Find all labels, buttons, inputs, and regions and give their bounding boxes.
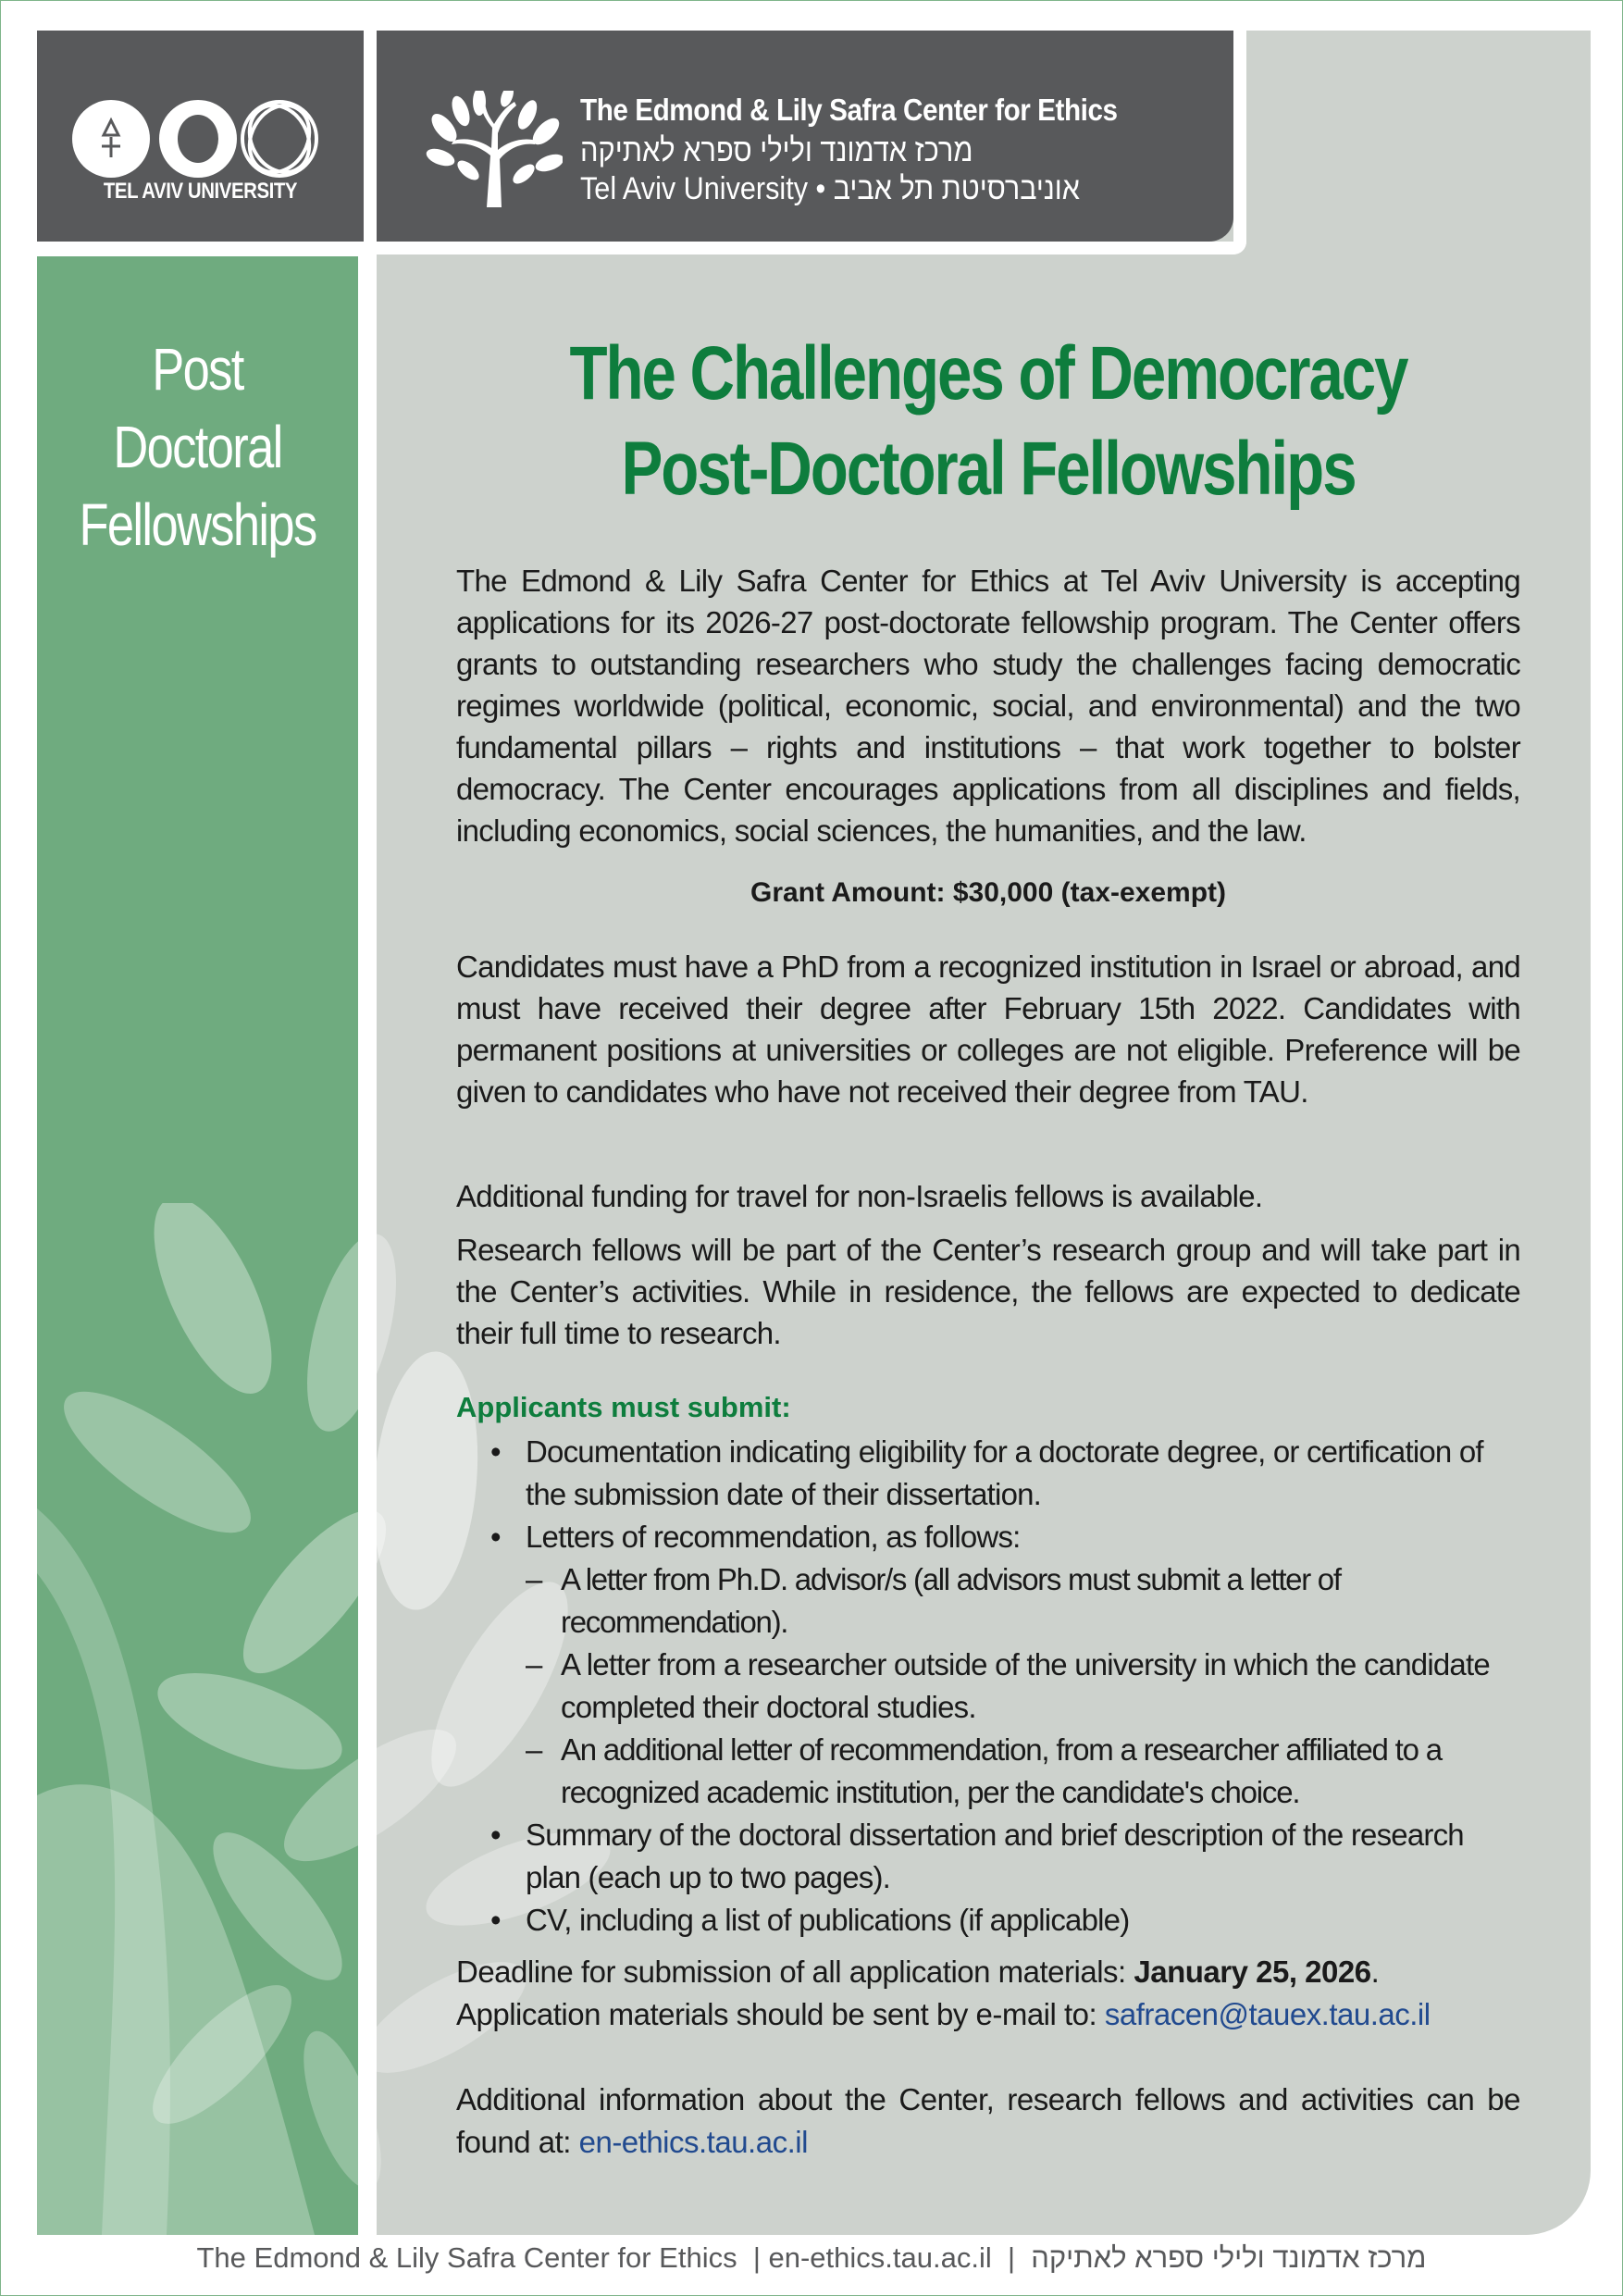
university-line: Tel Aviv University • אוניברסיטת תל אביב: [580, 171, 1080, 206]
letter-text: A letter from a researcher outside of the university in which the candidate completed their doctoral studies.: [561, 1647, 1490, 1724]
requirement-text: Summary of the doctoral dissertation and brief description of the research plan (each up to two pages).: [526, 1818, 1464, 1894]
sidebar-title: [66, 330, 329, 564]
deadline-block: [456, 1951, 1520, 2036]
dash-icon: –: [526, 1732, 542, 1767]
sub-list-item: [488, 1644, 1520, 1729]
letter-text: A letter from Ph.D. advisor/s (all advisors must submit a letter of recommendation).: [561, 1562, 1341, 1639]
deadline-prefix: Deadline for submission of all application materials:: [456, 1955, 1134, 1989]
grant-amount: Grant Amount: $30,000 (tax-exempt): [750, 877, 1226, 908]
travel-funding-paragraph: Additional funding for travel for non-Israelis fellows is available.: [456, 1179, 1263, 1213]
header-divider: [1233, 31, 1246, 254]
sidebar-title-line1: Post Doctoral: [113, 336, 282, 480]
center-name-hebrew: מרכז אדמונד ולילי ספרא לאתיקה: [580, 132, 973, 168]
email-line: [456, 1993, 1520, 2036]
page-title: [552, 326, 1425, 516]
dash-icon: –: [526, 1562, 542, 1596]
letter-text: An additional letter of recommendation, from a researcher affiliated to a recognized academic institution, per the candidate's choice.: [561, 1732, 1442, 1809]
title-line1: The Challenges of Democracy: [569, 331, 1407, 416]
list-item: [488, 1899, 1520, 1942]
more-info-prefix: Additional information about the Center, research fellows and activities can be found at:: [456, 2082, 1520, 2159]
intro-paragraph: The Edmond & Lily Safra Center for Ethics at Tel Aviv University is accepting applications for its 2026-27 post-doctorate fellowship program. The Center offers grants to outstanding researchers who study the challenges facing democratic regimes worldwide (political, economic, social, and environmental) and the two fundamental pillars – rights and institutions – that work together to bolster democracy. The Center encourages applications from all disciplines and fields, including economics, social sciences, the humanities, and the law.: [456, 564, 1520, 848]
deadline-date: January 25, 2026: [1134, 1955, 1371, 1989]
title-line2: Post-Doctoral Fellowships: [621, 427, 1356, 511]
requirement-text: CV, including a list of publications (if applicable): [526, 1903, 1130, 1937]
deadline-suffix: .: [1370, 1955, 1380, 1989]
requirement-text: Letters of recommendation, as follows:: [526, 1520, 1021, 1554]
more-info-paragraph: [456, 2079, 1520, 2164]
requirements-list: [488, 1431, 1520, 1942]
center-name-english: The Edmond & Lily Safra Center for Ethics: [580, 93, 1118, 127]
bullet-icon: •: [490, 1903, 501, 1937]
header-divider-bottom: [377, 242, 1246, 254]
list-item: [488, 1431, 1520, 1516]
website-link[interactable]: en-ethics.tau.ac.il: [578, 2125, 808, 2159]
bullet-icon: •: [490, 1520, 501, 1554]
safra-center-tree-logo-icon: [424, 91, 563, 207]
university-name: TEL AVIV UNIVERSITY: [103, 179, 298, 204]
sidebar-title-line2: Fellowships: [79, 491, 316, 558]
sub-list-item: [488, 1558, 1520, 1644]
sub-list-item: [488, 1729, 1520, 1814]
requirement-text: Documentation indicating eligibility for a doctorate degree, or certification of the submission date of their dissertation.: [526, 1434, 1483, 1511]
eligibility-paragraph: Candidates must have a PhD from a recognized institution in Israel or abroad, and must have received their degree after February 15th 2022. Candidates with permanent positions at universities or colleges are not eligible. Preference will be given to candidates who have not received their degree from TAU.: [456, 949, 1520, 1109]
footer: The Edmond & Lily Safra Center for Ethics | en-ethics.tau.ac.il | מרכז אדמונד ולילי ספרא לאתיקה: [196, 2241, 1427, 2274]
deadline-line: [456, 1951, 1520, 1993]
bullet-icon: •: [490, 1818, 501, 1852]
email-link[interactable]: safracen@tauex.tau.ac.il: [1104, 1997, 1431, 2031]
list-item: [488, 1516, 1520, 1558]
email-prefix: Application materials should be sent by e-mail to:: [456, 1997, 1105, 2031]
applicants-heading: Applicants must submit:: [456, 1391, 791, 1423]
research-group-paragraph: Research fellows will be part of the Center’s research group and will take part in the Center’s activities. While in residence, the fellows are expected to dedicate their full time to research.: [456, 1233, 1520, 1350]
list-item: [488, 1814, 1520, 1899]
bullet-icon: •: [490, 1434, 501, 1469]
dash-icon: –: [526, 1647, 542, 1682]
